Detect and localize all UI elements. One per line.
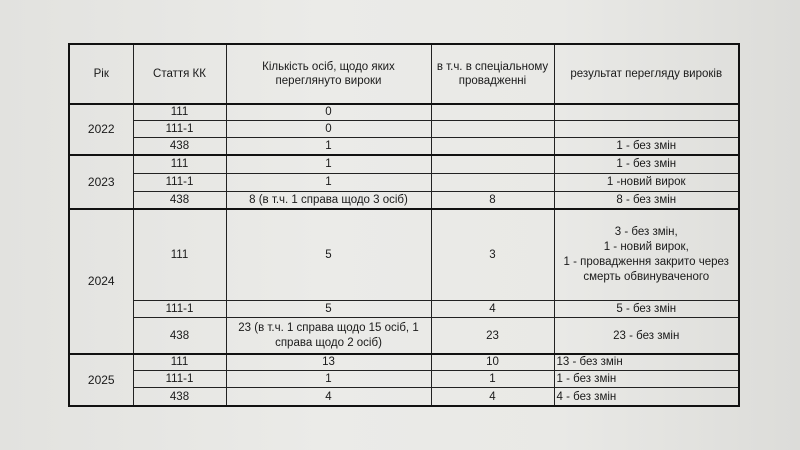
- result-cell: 1 - без змін: [554, 155, 739, 173]
- special-cell: [431, 138, 554, 155]
- article-cell: 438: [133, 388, 226, 406]
- persons-cell: 13: [226, 354, 431, 370]
- table-row: [69, 120, 739, 137]
- article-cell: 111-1: [133, 173, 226, 191]
- header-year: Рік: [69, 44, 133, 104]
- article-cell: 111-1: [133, 300, 226, 317]
- special-cell: 8: [431, 191, 554, 208]
- special-cell: 10: [431, 354, 554, 370]
- persons-cell: 8 (в т.ч. 1 справа щодо 3 осіб): [226, 191, 431, 208]
- table-row: [69, 317, 739, 354]
- persons-cell: 4: [226, 388, 431, 406]
- result-cell: 5 - без змін: [554, 300, 739, 317]
- article-cell: 438: [133, 317, 226, 354]
- special-cell: [431, 173, 554, 191]
- table-row: [69, 209, 739, 301]
- table-row: [69, 104, 739, 120]
- article-cell: 111: [133, 354, 226, 370]
- year-cell-2025: 2025: [69, 354, 133, 406]
- persons-cell: 1: [226, 173, 431, 191]
- result-line: 1 - новий вирок,: [603, 240, 689, 253]
- result-cell: 8 - без змін: [554, 191, 739, 208]
- result-cell: 4 - без змін: [554, 388, 739, 406]
- persons-line: справа щодо 2 осіб): [275, 336, 382, 349]
- table-row: [69, 191, 739, 208]
- header-article: Стаття КК: [133, 44, 226, 104]
- article-cell: 111: [133, 155, 226, 173]
- table-header-row: [69, 44, 739, 104]
- year-cell-2022: 2022: [69, 104, 133, 155]
- article-cell: 111: [133, 209, 226, 301]
- year-cell-2023: 2023: [69, 155, 133, 209]
- header-special-proceedings: в т.ч. в спеціальному провадженні: [431, 44, 554, 104]
- review-statistics-table: [68, 43, 740, 407]
- special-cell: 1: [431, 370, 554, 387]
- table-row: [69, 173, 739, 191]
- special-cell: [431, 155, 554, 173]
- result-cell: [554, 120, 739, 137]
- persons-cell: 5: [226, 209, 431, 301]
- header-persons: Кількість осіб, щодо яких переглянуто вироки: [226, 44, 431, 104]
- special-cell: 4: [431, 388, 554, 406]
- persons-cell: 1: [226, 155, 431, 173]
- persons-cell: 1: [226, 370, 431, 387]
- special-cell: 23: [431, 317, 554, 354]
- table-row: [69, 370, 739, 387]
- header-review-result: результат перегляду вироків: [554, 44, 739, 104]
- article-cell: 111-1: [133, 120, 226, 137]
- persons-cell: 1: [226, 138, 431, 155]
- table-row: [69, 138, 739, 155]
- table-row: [69, 300, 739, 317]
- article-cell: 438: [133, 138, 226, 155]
- result-line: смерть обвинуваченого: [583, 270, 710, 283]
- article-cell: 111: [133, 104, 226, 120]
- result-cell: 1 -новий вирок: [554, 173, 739, 191]
- special-cell: 3: [431, 209, 554, 301]
- persons-line: 23 (в т.ч. 1 справа щодо 15 осіб, 1: [238, 321, 419, 334]
- table-row: [69, 354, 739, 370]
- special-cell: [431, 120, 554, 137]
- special-cell: [431, 104, 554, 120]
- result-cell: 1 - без змін: [554, 138, 739, 155]
- result-cell: [554, 209, 739, 301]
- result-line: 1 - провадження закрито через: [563, 255, 729, 268]
- article-cell: 111-1: [133, 370, 226, 387]
- result-cell: [554, 104, 739, 120]
- persons-cell: [226, 317, 431, 354]
- result-cell: 1 - без змін: [554, 370, 739, 387]
- table-row: [69, 155, 739, 173]
- year-cell-2024: 2024: [69, 209, 133, 354]
- result-line: 3 - без змін,: [614, 225, 678, 238]
- persons-cell: 0: [226, 104, 431, 120]
- special-cell: 4: [431, 300, 554, 317]
- article-cell: 438: [133, 191, 226, 208]
- persons-cell: 0: [226, 120, 431, 137]
- result-cell: 23 - без змін: [554, 317, 739, 354]
- table-row: [69, 388, 739, 406]
- result-cell: 13 - без змін: [554, 354, 739, 370]
- persons-cell: 5: [226, 300, 431, 317]
